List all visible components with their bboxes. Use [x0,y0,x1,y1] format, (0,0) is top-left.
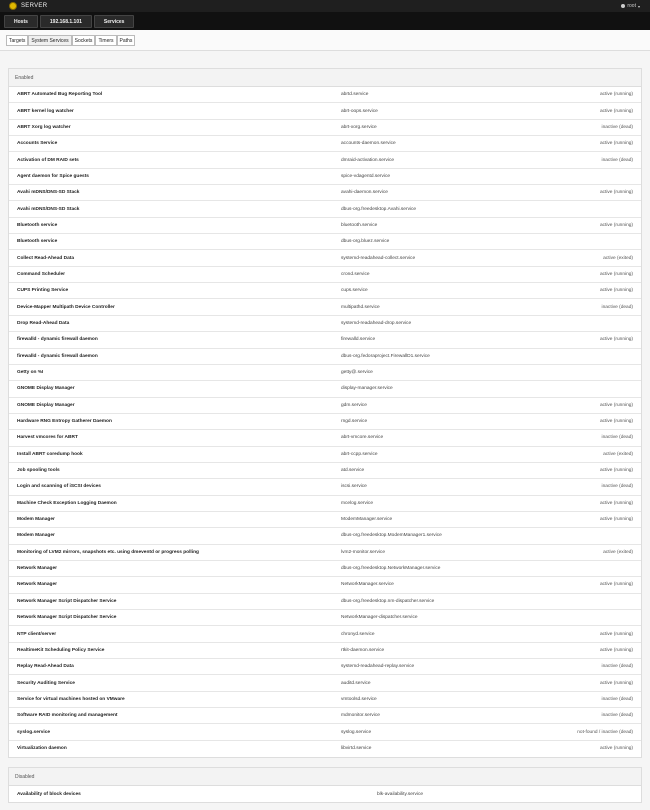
service-description: Bluetooth service [17,222,58,228]
service-row[interactable] [9,626,641,642]
service-description: Login and scanning of iSCSI devices [17,484,101,490]
breadcrumb-services[interactable]: Services [94,15,135,28]
service-state: active (exited) [603,255,633,261]
service-description: Modem Manager [17,533,55,539]
service-row[interactable] [9,708,641,724]
service-unit-name: gdm.service [341,402,367,408]
enabled-services-list [9,87,641,757]
service-unit-name: ModemManager.service [341,517,393,523]
service-state: active (running) [599,108,633,114]
service-state: active (running) [599,746,633,752]
service-row[interactable] [9,463,641,479]
service-unit-name: abrt-ccpp.service [341,451,378,457]
service-description: Avahi mDNS/DNS-SD Stack [17,190,80,196]
service-description: Security Auditing Service [17,680,75,686]
service-description: Replay Read-Ahead Data [17,664,74,670]
user-icon [621,4,625,8]
service-unit-name: abrt-vmcore.service [341,435,384,441]
service-unit-name: dbus-org.freedesktop.nm-dispatcher.service [341,598,435,604]
service-description: CUPS Printing Service [17,288,69,294]
service-row[interactable] [9,87,641,103]
service-description: ABRT Automated Bug Reporting Tool [17,92,103,98]
service-description: syslog.service [17,729,51,735]
service-state: active (running) [599,500,633,506]
disabled-heading: Disabled [9,768,641,786]
service-description: Availability of block devices [17,791,81,797]
service-row[interactable] [9,414,641,430]
service-row[interactable] [9,512,641,528]
service-unit-name: NetworkManager.service [341,582,394,588]
service-row[interactable] [9,479,641,495]
top-bar [0,0,650,12]
service-state: active (running) [599,582,633,588]
service-row[interactable] [9,349,641,365]
service-description: Avahi mDNS/DNS-SD Stack [17,206,80,212]
service-unit-name: vmtoolsd.service [341,696,377,702]
service-description: Job spooling tools [17,468,60,474]
service-description: Machine Check Exception Logging Daemon [17,500,117,506]
service-state: active (running) [599,222,633,228]
service-description: Device-Mapper Multipath Device Controller [17,304,115,310]
service-description: Network Manager [17,566,57,572]
service-unit-name: dmraid-activation.service [341,157,395,163]
service-description: Network Manager Script Dispatcher Service [17,615,117,621]
service-row[interactable] [9,786,641,802]
service-row[interactable] [9,430,641,446]
service-description: Activation of DM RAID sets [17,157,79,163]
service-row[interactable] [9,365,641,381]
service-description: Bluetooth service [17,239,58,245]
service-description: ABRT Xorg log watcher [17,124,71,130]
enabled-heading: Enabled [9,69,641,87]
service-unit-name: dbus-org.freedesktop.ModemManager1.service [341,533,442,539]
service-unit-name: NetworkManager-dispatcher.service [341,615,418,621]
service-state: inactive (dead) [601,304,633,310]
service-state: active (running) [599,337,633,343]
service-unit-name: abrt-xorg.service [341,124,377,130]
disabled-services-list [9,786,641,802]
service-unit-name: atd.service [341,468,365,474]
tab-paths[interactable]: Paths [117,35,136,46]
service-row[interactable] [9,545,641,561]
service-description: Software RAID monitoring and management [17,713,118,719]
service-unit-name: blk-availability.service [377,791,424,797]
service-unit-name: rngd.service [341,419,368,425]
service-unit-name: lvm2-monitor.service [341,549,385,555]
service-state: active (running) [599,141,633,147]
tab-sockets[interactable]: Sockets [72,35,96,46]
disabled-services-panel [8,767,642,803]
service-unit-name: spice-vdagentd.service [341,173,391,179]
enabled-services-panel [8,68,642,758]
service-description: Drop Read-Ahead Data [17,320,70,326]
service-state: inactive (dead) [601,664,633,670]
tab-targets[interactable]: Targets [6,35,28,46]
service-state: inactive (dead) [601,484,633,490]
service-unit-name: avahi-daemon.service [341,190,388,196]
service-description: ABRT kernel log watcher [17,108,74,114]
service-description: Command Scheduler [17,271,65,277]
service-row[interactable] [9,250,641,266]
service-description: Network Manager [17,582,57,588]
service-unit-name: mdmonitor.service [341,713,380,719]
service-row[interactable] [9,447,641,463]
server-logo-icon [9,2,17,10]
service-unit-name: accounts-daemon.service [341,141,396,147]
service-description: firewalld - dynamic firewall daemon [17,337,98,343]
service-row[interactable] [9,643,641,659]
service-state: active (running) [599,680,633,686]
service-row[interactable] [9,594,641,610]
service-row[interactable] [9,724,641,740]
service-description: NTP client/server [17,631,57,637]
service-unit-name: systemd-readahead-replay.service [341,664,415,670]
service-unit-name: syslog.service [341,729,372,735]
service-row[interactable] [9,659,641,675]
service-unit-name: auditd.service [341,680,371,686]
service-row[interactable] [9,741,641,757]
service-unit-name: multipathd.service [341,304,380,310]
tab-system-services[interactable]: System Services [28,35,71,46]
service-description: Service for virtual machines hosted on VMware [17,696,125,702]
service-state: active (running) [599,517,633,523]
breadcrumb-hosts[interactable]: Hosts [4,15,38,28]
service-unit-name: abrtd.service [341,92,369,98]
service-state: active (running) [599,288,633,294]
service-state: active (running) [599,92,633,98]
service-unit-name: abrt-oops.service [341,108,378,114]
service-description: Agent daemon for Spice guests [17,173,89,179]
service-row[interactable] [9,561,641,577]
service-unit-name: rtkit-daemon.service [341,647,385,653]
service-unit-name: getty@.service [341,370,373,376]
service-state: inactive (dead) [601,435,633,441]
service-unit-name: systemd-readahead-collect.service [341,255,416,261]
service-description: Virtualization daemon [17,746,67,752]
service-type-tabs [0,30,650,51]
brand-title: SERVER [21,3,48,9]
service-state: inactive (dead) [601,696,633,702]
tab-timers[interactable]: Timers [95,35,116,46]
service-unit-name: chronyd.service [341,631,375,637]
service-unit-name: dbus-org.bluez.service [341,239,390,245]
service-state: active (running) [599,631,633,637]
user-name: root [627,3,636,9]
service-unit-name: mcelog.service [341,500,373,506]
service-description: GNOME Display Manager [17,402,75,408]
service-unit-name: dbus-org.freedesktop.NetworkManager.service [341,566,441,572]
service-row[interactable] [9,283,641,299]
service-state: active (running) [599,419,633,425]
service-unit-name: bluetooth.service [341,222,378,228]
service-row[interactable] [9,152,641,168]
service-state: active (running) [599,271,633,277]
service-state: active (running) [599,647,633,653]
service-row[interactable] [9,103,641,119]
service-row[interactable] [9,299,641,315]
service-description: Install ABRT coredump hook [17,451,83,457]
service-description: Modem Manager [17,517,55,523]
service-unit-name: crond.service [341,271,370,277]
service-state: active (exited) [603,549,633,555]
service-description: Harvest vmcores for ABRT [17,435,78,441]
service-row[interactable] [9,528,641,544]
service-unit-name: iscsi.service [341,484,367,490]
chevron-down-icon: ▾ [637,3,640,9]
service-state: inactive (dead) [601,713,633,719]
service-state: inactive (dead) [601,124,633,130]
service-row[interactable] [9,610,641,626]
service-state: active (running) [599,402,633,408]
service-row[interactable] [9,234,641,250]
service-description: Collect Read-Ahead Data [17,255,75,261]
service-state: inactive (dead) [601,157,633,163]
service-row[interactable] [9,316,641,332]
service-row[interactable] [9,381,641,397]
service-description: RealtimeKit Scheduling Policy Service [17,647,105,653]
service-row[interactable] [9,120,641,136]
service-unit-name: firewalld.service [341,337,376,343]
service-row[interactable] [9,496,641,512]
service-unit-name: cups.service [341,288,368,294]
service-description: Hardware RNG Entropy Gatherer Daemon [17,419,112,425]
service-description: Accounts Service [17,141,58,147]
service-row[interactable] [9,169,641,185]
service-state: not-found / inactive (dead) [577,729,633,735]
service-unit-name: systemd-readahead-drop.service [341,320,412,326]
breadcrumb-host-address[interactable]: 192.168.1.101 [40,15,92,28]
service-row[interactable] [9,267,641,283]
service-description: Network Manager Script Dispatcher Service [17,598,117,604]
service-state: active (running) [599,468,633,474]
service-row[interactable] [9,577,641,593]
service-description: Getty on %I [17,370,44,376]
service-state: active (exited) [603,451,633,457]
user-menu[interactable] [621,3,640,9]
service-unit-name: dbus-org.freedesktop.Avahi.service [341,206,417,212]
service-unit-name: dbus-org.fedoraproject.FirewallD1.service [341,353,430,359]
service-row[interactable] [9,136,641,152]
service-description: firewalld - dynamic firewall daemon [17,353,98,359]
service-row[interactable] [9,201,641,217]
service-unit-name: display-manager.service [341,386,393,392]
service-row[interactable] [9,218,641,234]
service-unit-name: libvirtd.service [341,746,372,752]
service-row[interactable] [9,675,641,691]
service-row[interactable] [9,692,641,708]
service-row[interactable] [9,185,641,201]
breadcrumb [0,12,650,30]
service-description: GNOME Display Manager [17,386,75,392]
service-row[interactable] [9,398,641,414]
service-description: Monitoring of LVM2 mirrors, snapshots etc. using dmeventd or progress polling [17,549,199,555]
service-state: active (running) [599,190,633,196]
service-row[interactable] [9,332,641,348]
